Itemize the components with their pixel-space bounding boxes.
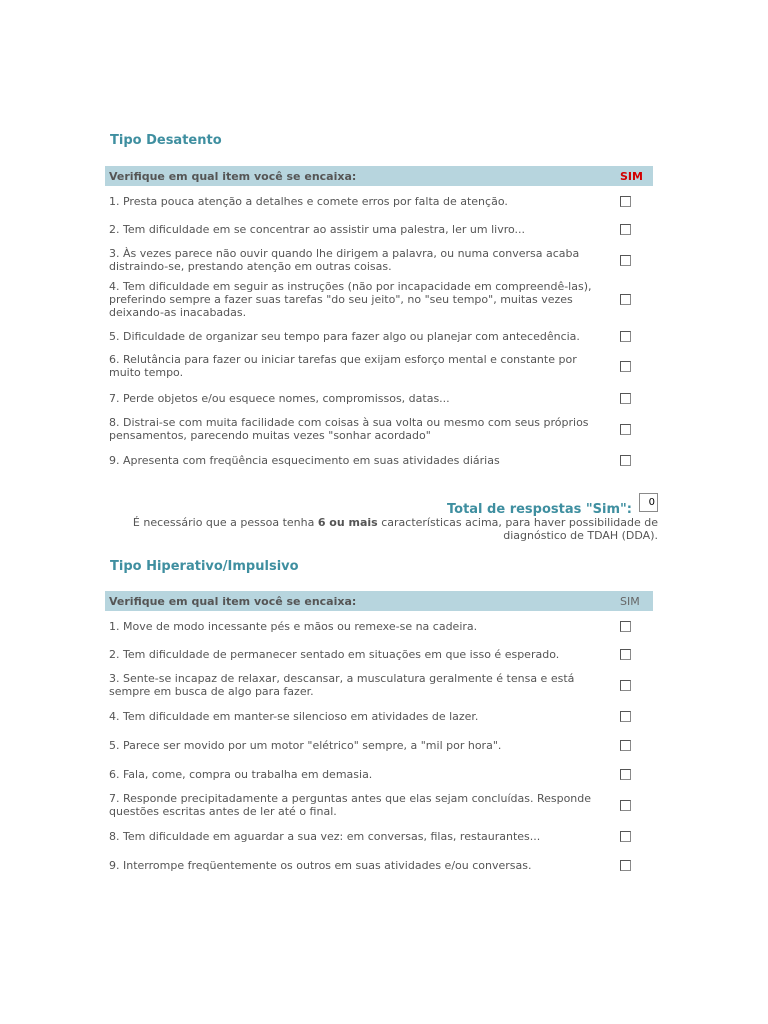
checkbox[interactable] xyxy=(620,831,631,842)
section-title-desatento: Tipo Desatento xyxy=(110,133,222,148)
table-header xyxy=(105,166,653,186)
checkbox[interactable] xyxy=(620,800,631,811)
question-text: 1. Presta pouca atenção a detalhes e comete erros por falta de atenção. xyxy=(109,194,508,208)
table-row xyxy=(105,246,653,274)
question-text: 2. Tem dificuldade em se concentrar ao assistir uma palestra, ler um livro... xyxy=(109,222,526,236)
table-row xyxy=(105,705,653,727)
question-text: 3. Às vezes parece não ouvir quando lhe dirigem a palavra, ou numa conversa acaba distraindo-se, prestando atenção em outras coisas. xyxy=(109,247,580,273)
table-row xyxy=(105,671,653,699)
question-text: 7. Perde objetos e/ou esquece nomes, compromissos, datas... xyxy=(109,391,450,405)
checkbox[interactable] xyxy=(620,255,631,266)
table-row xyxy=(105,791,653,819)
section-title-hiperativo: Tipo Hiperativo/Impulsivo xyxy=(110,559,299,574)
table-row xyxy=(105,615,653,637)
question-text: 6. Fala, come, compra ou trabalha em demasia. xyxy=(109,767,373,781)
question-text: 1. Move de modo incessante pés e mãos ou remexe-se na cadeira. xyxy=(109,619,478,633)
checkbox[interactable] xyxy=(620,424,631,435)
question-text: 5. Parece ser movido por um motor "elétrico" sempre, a "mil por hora". xyxy=(109,738,502,752)
table-row xyxy=(105,643,653,665)
question-text: 4. Tem dificuldade em manter-se silencioso em atividades de lazer. xyxy=(109,709,479,723)
checkbox[interactable] xyxy=(620,680,631,691)
total-value-field[interactable]: 0 xyxy=(639,493,658,512)
checkbox[interactable] xyxy=(620,621,631,632)
question-text: 7. Responde precipitadamente a perguntas antes que elas sejam concluídas. Responde questões escritas antes de ler até o final. xyxy=(109,792,592,818)
table-row xyxy=(105,854,653,876)
table-row xyxy=(105,387,653,409)
table-row xyxy=(105,415,653,443)
question-text: 8. Distrai-se com muita facilidade com coisas à sua volta ou mesmo com seus próprios pensamentos, parecendo muitas vezes "sonhar acordado" xyxy=(109,416,589,442)
question-text: 9. Interrompe freqüentemente os outros em suas atividades e/ou conversas. xyxy=(109,858,532,872)
checkbox[interactable] xyxy=(620,331,631,342)
table-header xyxy=(105,591,653,611)
table-row xyxy=(105,190,653,212)
question-text: 3. Sente-se incapaz de relaxar, descansar, a musculatura geralmente é tensa e está sempre em busca de algo para fazer. xyxy=(109,672,575,698)
question-text: 5. Dificuldade de organizar seu tempo para fazer algo ou planejar com antecedência. xyxy=(109,329,580,343)
checkbox[interactable] xyxy=(620,361,631,372)
table-row xyxy=(105,449,653,471)
header-sim: SIM xyxy=(620,594,640,608)
questionnaire-desatento xyxy=(105,166,653,467)
header-label: Verifique em qual item você se encaixa: xyxy=(109,169,357,183)
table-row xyxy=(105,763,653,785)
question-text: 9. Apresenta com freqüência esquecimento em suas atividades diárias xyxy=(109,453,500,467)
checkbox[interactable] xyxy=(620,649,631,660)
table-row xyxy=(105,734,653,756)
checkbox[interactable] xyxy=(620,294,631,305)
question-text: 6. Relutância para fazer ou iniciar tarefas que exijam esforço mental e constante por muito tempo. xyxy=(109,353,577,379)
checkbox[interactable] xyxy=(620,393,631,404)
question-text: 4. Tem dificuldade em seguir as instruções (não por incapacidade em compreendê-las), preferindo sempre a fazer suas tarefas "do seu jeito", no "seu tempo", muitas vezes deixando-as inacabadas. xyxy=(109,279,592,319)
question-text: 8. Tem dificuldade em aguardar a sua vez: em conversas, filas, restaurantes... xyxy=(109,829,541,843)
question-text: 2. Tem dificuldade de permanecer sentado em situações em que isso é esperado. xyxy=(109,647,560,661)
checkbox[interactable] xyxy=(620,860,631,871)
note-prefix: É necessário que a pessoa tenha xyxy=(132,516,318,529)
note-bold: 6 ou mais xyxy=(317,516,378,529)
note-suffix: características acima, para haver possibilidade de diagnóstico de TDAH (DDA). xyxy=(377,516,658,542)
header-sim: SIM xyxy=(620,169,643,183)
table-row xyxy=(105,352,653,380)
checkbox[interactable] xyxy=(620,711,631,722)
table-row xyxy=(105,825,653,847)
checkbox[interactable] xyxy=(620,224,631,235)
checkbox[interactable] xyxy=(620,196,631,207)
checkbox[interactable] xyxy=(620,769,631,780)
table-row xyxy=(105,325,653,347)
checkbox[interactable] xyxy=(620,740,631,751)
diagnosis-note xyxy=(108,516,658,542)
total-label: Total de respostas "Sim": xyxy=(447,502,632,517)
questionnaire-hiperativo xyxy=(105,591,653,872)
header-label: Verifique em qual item você se encaixa: xyxy=(109,594,357,608)
table-row xyxy=(105,218,653,240)
checkbox[interactable] xyxy=(620,455,631,466)
table-row xyxy=(105,279,653,319)
